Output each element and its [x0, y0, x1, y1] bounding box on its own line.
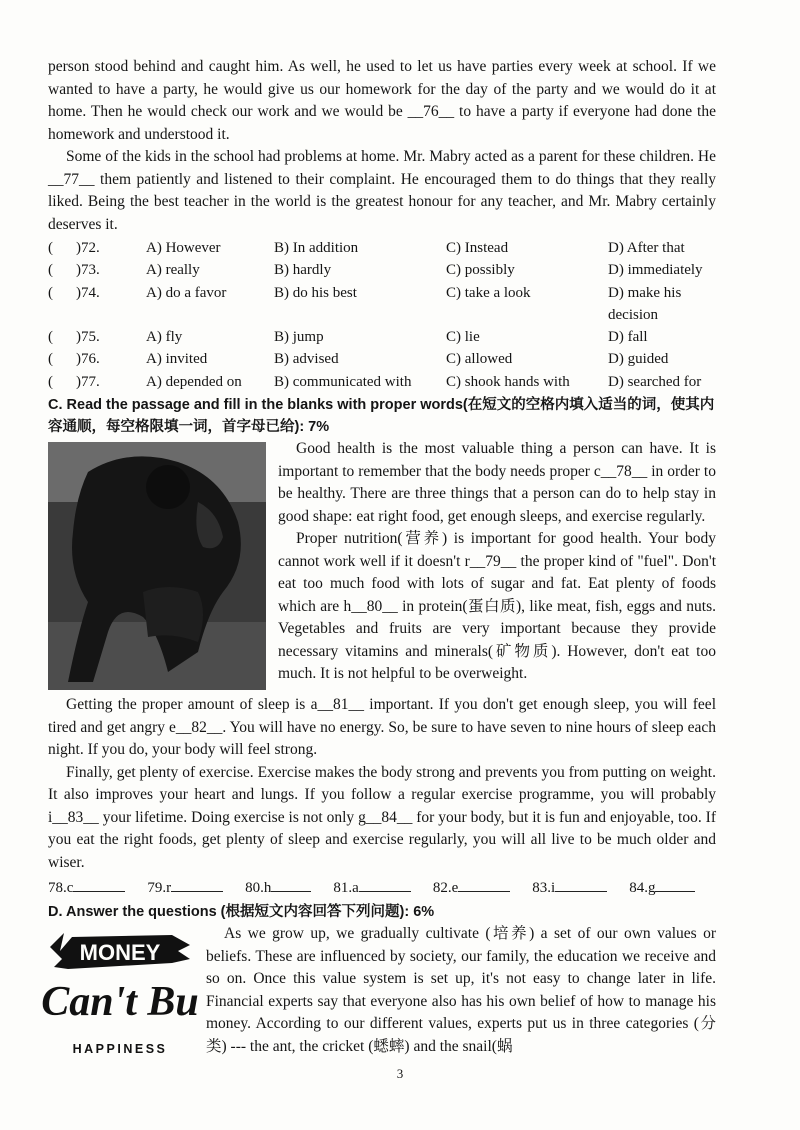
section-c-paragraph-3: Getting the proper amount of sleep is a__81__ important. If you don't get enough sleep, you will feel tired and get angry e__82__. You will have no energy. So, be sure to have seven to nine hours of sleep each night. If you do, your body will feel strong.	[48, 696, 716, 759]
option-d: D) immediately	[608, 262, 703, 279]
answer-blanks-row	[48, 876, 716, 900]
option-row-72	[48, 237, 716, 259]
answer-80[interactable]	[245, 876, 311, 900]
answer-paren[interactable]: (	[48, 329, 53, 346]
option-a: A) really	[146, 262, 200, 279]
answer-paren[interactable]: (	[48, 373, 53, 390]
option-c: C) take a look	[446, 284, 531, 301]
answer-label: 79.r	[147, 880, 172, 897]
option-c: C) possibly	[446, 262, 515, 279]
answer-line[interactable]	[555, 877, 607, 892]
option-d: D) make his decision	[608, 284, 682, 323]
option-a: A) However	[146, 240, 221, 256]
option-c: C) lie	[446, 329, 480, 346]
passage-b-paragraph-2: Some of the kids in the school had problems at home. Mr. Mabry acted as a parent for these children. He __77__ them patiently and listened to their complaint. He encouraged them to do things that they really liked. Being the best teacher in the world is the greatest honour for any teacher, and Mr. Mabry certainly deserves it.	[48, 148, 716, 233]
answer-paren[interactable]: (	[48, 351, 53, 368]
answer-paren[interactable]: (	[48, 262, 53, 279]
page-number: 3	[396, 1066, 404, 1081]
section-c-heading: C. Read the passage and fill in the blanks with proper words(在短文的空格内填入适当的词，使其内容通顺，每空格限填一词，首字母已给): 7%	[48, 397, 715, 436]
answer-line[interactable]	[458, 877, 510, 892]
exercise-photo	[48, 442, 266, 690]
option-a: A) depended on	[146, 373, 242, 390]
option-row-77	[48, 371, 716, 393]
section-c-paragraph-2: Proper nutrition(营养) is important for good health. Your body cannot work well if it doesn't r__79__ the proper kind of "fuel". Don't eat too much food with lots of sugar and fat. Eat plenty of foods which are h__80__ in protein(蛋白质), like meat, fish, eggs and nuts. Vegetables and fruits are very important because they provide necessary vitamins and minerals(矿物质). However, don't eat too much. It is not helpful to be overweight.	[278, 530, 716, 683]
money-cant-buy-happiness-logo	[41, 929, 199, 1061]
answer-label: 78.c	[48, 880, 74, 897]
option-d: D) searched for	[608, 373, 702, 390]
passage-b-paragraph-1: person stood behind and caught him. As well, he used to let us have parties every week at school. If we wanted to have a party, he would give us our homework for the day of the party and we would do it at home. Then he would check our work and we would be __76__ to have a party if everyone had done the homework and understood it.	[48, 58, 716, 143]
money-banner-icon	[41, 929, 199, 1061]
option-b: B) do his best	[274, 284, 357, 301]
section-d-heading: D. Answer the questions (根据短文内容回答下列问题): 6%	[48, 904, 435, 921]
answer-label: 82.e	[432, 880, 459, 897]
answer-82[interactable]	[433, 876, 510, 900]
option-b: B) jump	[274, 329, 324, 346]
option-b: B) communicated with	[274, 373, 412, 390]
question-number: )75.	[76, 329, 100, 346]
logo-top-text: MONEY	[79, 940, 161, 966]
option-c: C) allowed	[446, 351, 513, 368]
option-d: D) fall	[608, 329, 648, 346]
answer-line[interactable]	[655, 877, 695, 892]
option-a: A) do a favor	[146, 284, 227, 301]
question-number: )74.	[76, 284, 100, 301]
answer-line[interactable]	[359, 877, 411, 892]
option-c: C) shook hands with	[446, 373, 570, 390]
options-list	[48, 237, 716, 393]
question-number: )77.	[76, 373, 100, 390]
runner-silhouette-icon	[48, 442, 266, 690]
question-number: )72.	[76, 240, 100, 256]
answer-line[interactable]	[171, 877, 223, 892]
answer-paren[interactable]: (	[48, 284, 53, 301]
option-d: D) guided	[608, 351, 669, 368]
option-d: D) After that	[608, 240, 685, 256]
answer-label: 84.g	[629, 880, 656, 897]
option-c: C) Instead	[446, 240, 509, 256]
question-number: )76.	[76, 351, 100, 368]
option-a: A) invited	[146, 351, 208, 368]
answer-84[interactable]	[629, 876, 695, 900]
answer-line[interactable]	[271, 877, 311, 892]
logo-bottom-text: HAPPINESS	[72, 1042, 168, 1057]
section-c-paragraph-1: Good health is the most valuable thing a person can have. It is important to remember that the body needs proper c__78__ in order to be healthy. There are three things that a person can do to help stay in good shape: eat right food, get enough sleeps, and exercise regularly.	[278, 440, 716, 525]
question-number: )73.	[76, 262, 100, 279]
option-b: B) In addition	[274, 240, 359, 256]
option-b: B) advised	[274, 351, 339, 368]
option-row-76	[48, 348, 716, 370]
answer-label: 81.a	[333, 880, 359, 897]
answer-78[interactable]	[48, 876, 125, 900]
answer-line[interactable]	[73, 877, 125, 892]
logo-middle-text: Can't Bu	[41, 979, 199, 1026]
option-row-74	[48, 282, 716, 327]
option-a: A) fly	[146, 329, 183, 346]
answer-83[interactable]	[532, 876, 607, 900]
section-d-passage	[41, 923, 716, 1058]
worksheet-page	[41, 56, 716, 1065]
answer-79[interactable]	[147, 876, 223, 900]
answer-paren[interactable]: (	[48, 240, 53, 256]
option-row-75	[48, 326, 716, 348]
option-b: B) hardly	[274, 262, 332, 279]
answer-label: 80.h	[245, 880, 272, 897]
answer-81[interactable]	[333, 876, 410, 900]
section-c-passage	[48, 438, 716, 694]
option-row-73	[48, 259, 716, 281]
section-c-paragraph-4: Finally, get plenty of exercise. Exercise makes the body strong and prevents you from putting on weight. It also improves your heart and lungs. If you follow a regular exercise programme, you will probably i__83__ your lifetime. Doing exercise is not only g__84__ for your body, but it is fun and enjoyable, too. If you eat the right foods, get plenty of sleep and exercise regularly, you will all live to be much older and wiser.	[48, 763, 716, 871]
section-d-paragraph-1: As we grow up, we gradually cultivate (培养) a set of our own values or beliefs. These are influenced by society, our family, the education we receive and so on. Once this value system is set up, it's not easy to change later in life. Financial experts say that everyone also has his own belief of how to manage his money. According to our different values, experts put us in three categories (分类) --- the ant, the cricket (蟋蟀) and the snail(蜗	[206, 925, 716, 1055]
answer-label: 83.i	[532, 880, 556, 897]
